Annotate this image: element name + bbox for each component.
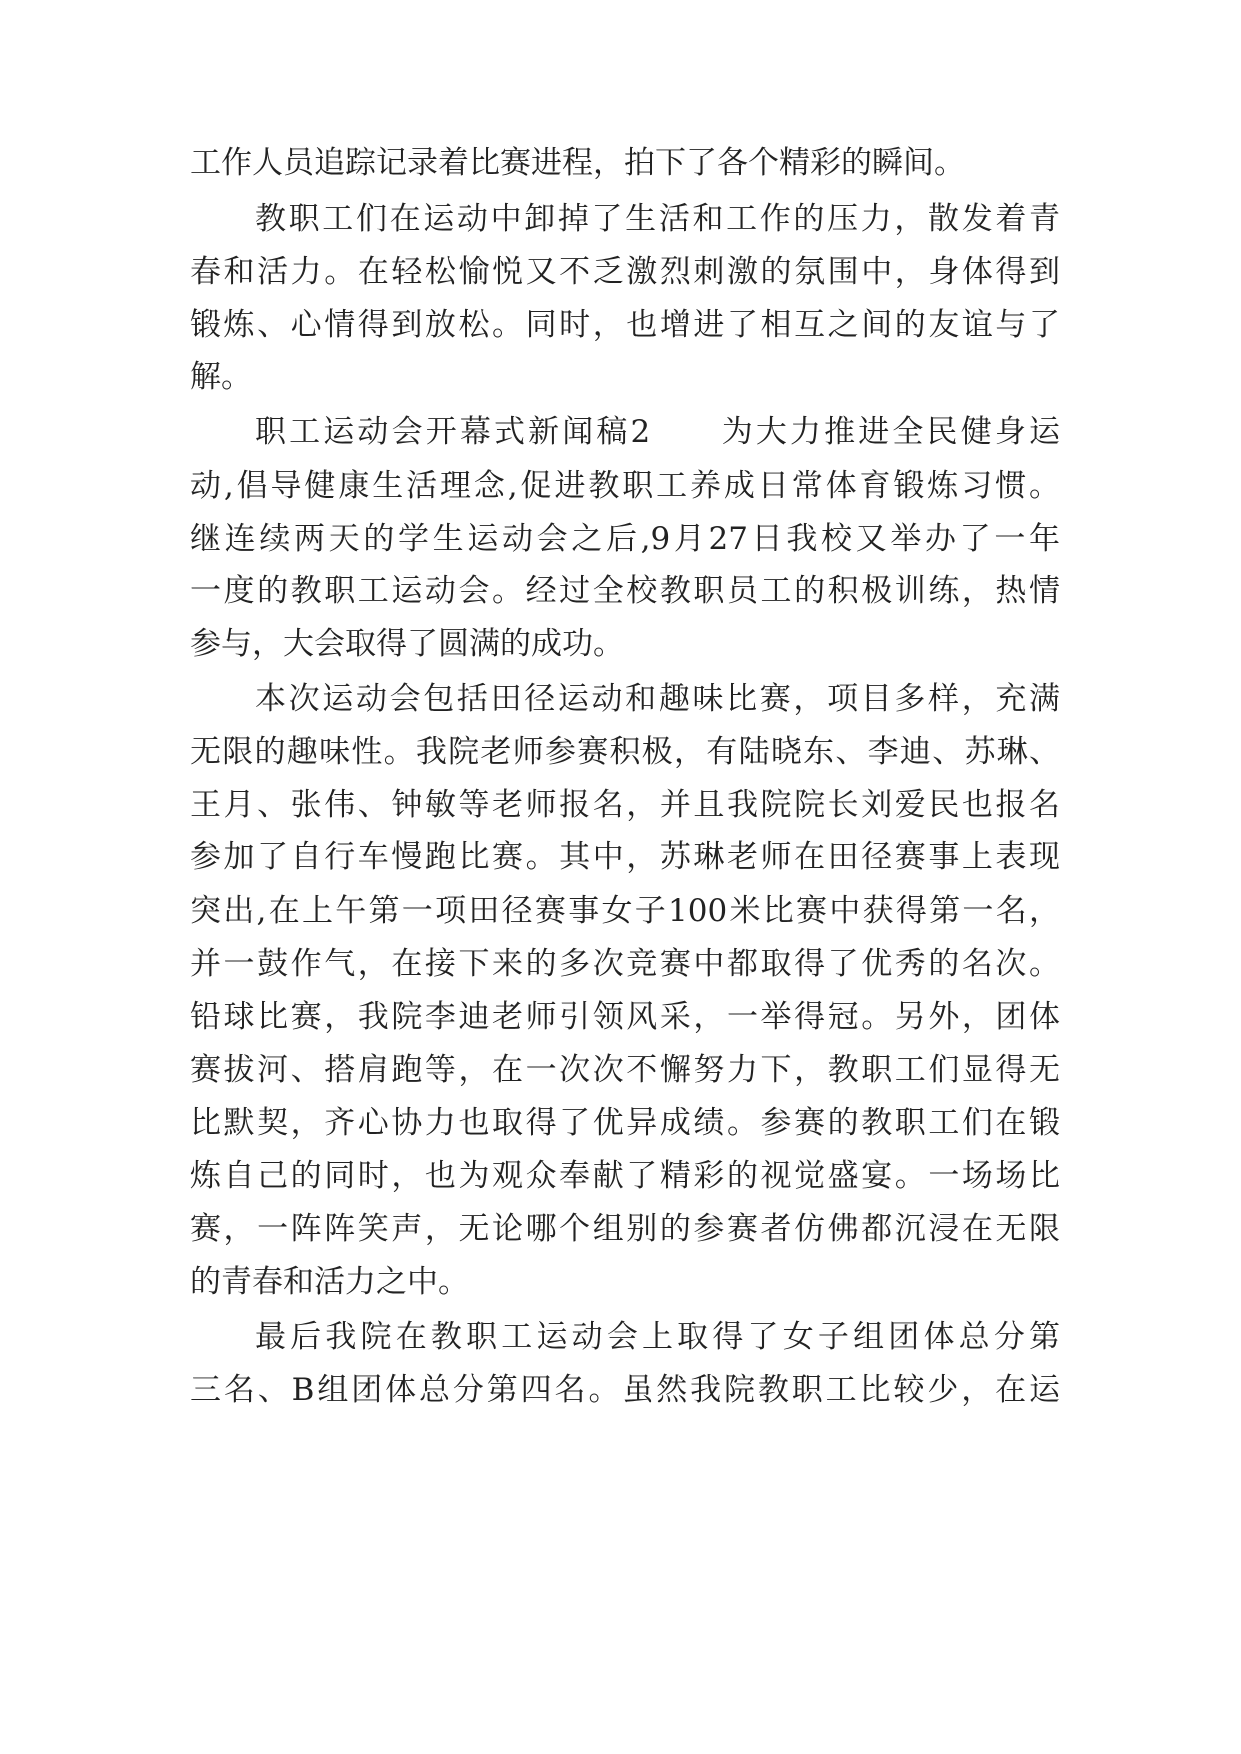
text-line: 动,倡导健康生活理念,促进教职工养成日常体育锻炼习惯。	[190, 468, 1060, 504]
text-line: 春和活力。在轻松愉悦又不乏激烈刺激的氛围中，身体得到	[190, 254, 1060, 290]
text-line: 解。	[190, 359, 252, 395]
text-line: 无限的趣味性。我院老师参赛积极，有陆晓东、李迪、苏琳、	[190, 734, 1060, 770]
text-line: 工作人员追踪记录着比赛进程，拍下了各个精彩的瞬间。	[190, 145, 965, 181]
text-line: 继连续两天的学生运动会之后,9月27日我校又举办了一年	[190, 521, 1060, 557]
text-line: 三名、B组团体总分第四名。虽然我院教职工比较少，在运	[190, 1372, 1060, 1408]
text-line: 锻炼、心情得到放松。同时，也增进了相互之间的友谊与了	[190, 307, 1060, 343]
text-line: 职工运动会开幕式新闻稿2 为大力推进全民健身运	[255, 414, 1060, 450]
text-line: 王月、张伟、钟敏等老师报名，并且我院院长刘爱民也报名	[190, 787, 1060, 823]
text-line: 赛，一阵阵笑声，无论哪个组别的参赛者仿佛都沉浸在无限	[190, 1211, 1060, 1247]
text-line: 炼自己的同时，也为观众奉献了精彩的视觉盛宴。一场场比	[190, 1158, 1060, 1194]
text-line: 比默契，齐心协力也取得了优异成绩。参赛的教职工们在锻	[190, 1105, 1060, 1141]
text-line: 教职工们在运动中卸掉了生活和工作的压力，散发着青	[255, 201, 1060, 237]
text-line: 参加了自行车慢跑比赛。其中，苏琳老师在田径赛事上表现	[190, 839, 1060, 875]
text-line: 本次运动会包括田径运动和趣味比赛，项目多样，充满	[255, 681, 1060, 717]
text-line: 一度的教职工运动会。经过全校教职员工的积极训练，热情	[190, 573, 1060, 609]
text-line: 赛拔河、搭肩跑等，在一次次不懈努力下，教职工们显得无	[190, 1052, 1060, 1088]
text-line: 铅球比赛，我院李迪老师引领风采，一举得冠。另外，团体	[190, 999, 1060, 1035]
text-line: 并一鼓作气，在接下来的多次竞赛中都取得了优秀的名次。	[190, 946, 1060, 982]
text-line: 突出,在上午第一项田径赛事女子100米比赛中获得第一名，	[190, 893, 1060, 929]
text-line: 的青春和活力之中。	[190, 1264, 469, 1300]
text-line: 最后我院在教职工运动会上取得了女子组团体总分第	[255, 1319, 1060, 1355]
text-line: 参与，大会取得了圆满的成功。	[190, 626, 624, 662]
